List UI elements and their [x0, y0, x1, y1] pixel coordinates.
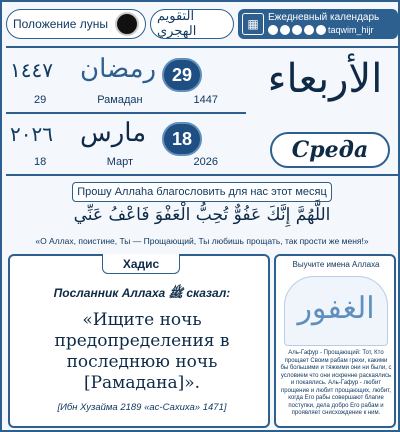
moon-phase-label: Положение луны [13, 17, 109, 31]
hijri-month: Рамадан [97, 94, 143, 106]
hadith-text: «Ищите ночь предопределения в последнюю ночь [Рамадана]». [54, 310, 230, 393]
gregorian-month-arabic: مارس [80, 118, 147, 148]
gregorian-year-arabic: ٢٠٢٦ [10, 122, 53, 146]
brand-title: Ежедневный календарь [268, 12, 380, 23]
hadith-panel [8, 254, 270, 428]
whatsapp-icon [304, 25, 314, 35]
dua-translation: «О Аллах, поистине, Ты — Прощающий, Ты любишь прощать, так прости же меня!» [35, 236, 369, 246]
hijri-day-badge: 29 [162, 58, 202, 92]
hijri-month-arabic: رمضان [80, 54, 157, 84]
dua-title: Прошу Аллаhа благословить для нас этот месяц [72, 182, 332, 202]
name-description: Аль-Гафур - Прощающий: Тот, Кто прощает Своим рабам грехи, какими бы большими и тяжкими они ни были, с условием что они искренне раскаялись и покаялись. Аль-Гафур - любит прощение и любит прощающих, любит, когда Его рабы совершают благие поступки, дела добро Его рабам и проявляет снисхождение к ним. [280, 350, 392, 416]
telegram-icon [292, 25, 302, 35]
hadith-intro: Посланник Аллаха ﷺ сказал: [53, 286, 231, 300]
hijri-date-caption [6, 94, 246, 110]
names-of-allah-panel [274, 254, 396, 428]
hijri-year-arabic: ١٤٤٧ [10, 58, 53, 82]
weekday-russian: Среда [270, 132, 390, 168]
gregorian-month: Март [106, 156, 134, 168]
names-title: Выучите имена Аллаха [292, 260, 380, 269]
calendar-icon: ▦ [242, 13, 264, 35]
vk-icon [280, 25, 290, 35]
hijri-calendar-pill: التقويم الهجري [150, 9, 234, 39]
gregorian-date-caption [6, 156, 246, 172]
weekday-arabic: الأربعاء [267, 56, 383, 102]
dua-arabic: اللَّهُمَّ إِنَّكَ عَفُوٌّ تُحِبُّ الْعَفْوَ فَاعْفُ عَنِّي [73, 205, 331, 225]
youtube-icon [268, 25, 278, 35]
gregorian-year: 2026 [193, 156, 218, 168]
date-divider [6, 112, 246, 114]
hijri-day: 29 [34, 94, 47, 106]
hadith-label: Хадис [102, 254, 180, 274]
name-arabic: الغفور [284, 276, 388, 346]
top-bar [6, 6, 398, 42]
brand-block [238, 9, 398, 39]
gregorian-day-badge: 18 [162, 122, 202, 156]
middle-divider [6, 174, 398, 176]
gregorian-day: 18 [34, 156, 47, 168]
hadith-source: [Ибн Хузайма 2189 «ас-Сахиха» 1471] [57, 402, 227, 413]
moon-phase-pill [6, 9, 146, 39]
hijri-year: 1447 [193, 94, 218, 106]
instagram-icon [316, 25, 326, 35]
brand-handle: taqwim_hijr [328, 25, 374, 35]
moon-phase-icon [115, 12, 139, 36]
social-icons [268, 24, 379, 36]
top-divider [6, 46, 398, 48]
